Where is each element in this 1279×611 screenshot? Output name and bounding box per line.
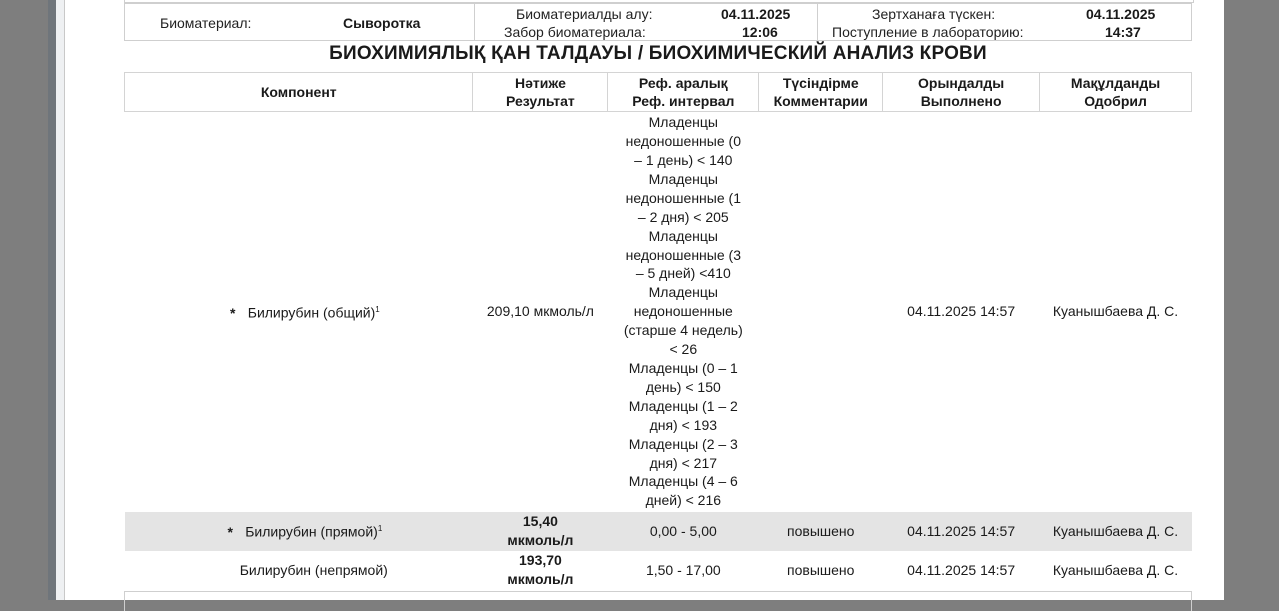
biomaterial-label: Биоматериал: [160,15,252,31]
comment-cell [759,112,883,512]
approved-cell: Куанышбаева Д. С. [1040,512,1192,551]
collection-label-ru: Забор биоматериала: [504,24,646,40]
viewer-sidebar-edge [48,0,56,600]
required-star: * [227,523,233,540]
result-cell: 209,10 мкмоль/л [486,303,594,320]
reference-interval-cell: Младенцы недоношенные (0 – 1 день) < 140 Младенцы недоношенные (1 – 2 дня) < 205 Младенцы недоношенные (3 – 5 дней) <410 Младенцы недоношенные (старше 4 недель) < 26 Младенцы (0 – 1 день) < 150 Младенцы (1 – 2 дня) < 193 Младенцы (2 – 3 дня) < 217 Младенцы (4 – 6 дней) < 216 [623,114,743,509]
approved-cell: Куанышбаева Д. С. [1052,303,1179,320]
lab-arrival-cell [817,4,1191,40]
lab-label-kz: Зертханаға түскен: [872,6,996,22]
reference-interval-cell: 0,00 - 5,00 [608,512,759,551]
report-title: БИОХИМИЯЛЫҚ ҚАН ТАЛДАУЫ / БИОХИМИЧЕСКИЙ АНАЛИЗ КРОВИ [329,43,987,64]
done-cell: 04.11.2025 14:57 [907,303,1016,320]
result-cell: 193,70 мкмоль/л [507,552,574,587]
biomaterial-value: Сыворотка [343,15,421,31]
header-approved: Мақұлданды Одобрил [1040,73,1192,112]
collection-date: 04.11.2025 [721,6,791,22]
footnote-box-cutoff [124,591,1192,611]
table-header-row [125,73,1192,112]
header-result: Нәтиже Результат [473,73,608,112]
biomaterial-cell [125,4,475,40]
viewer-sidebar-border [56,0,64,600]
lab-time: 14:37 [1105,24,1141,40]
component-cell [125,512,473,551]
required-star: * [230,304,236,321]
result-cell: 15,40 мкмоль/л [473,512,608,551]
comment-cell: повышено [787,561,855,578]
component-name: Билирубин (непрямой) [239,561,388,578]
header-component: Компонент [125,73,473,112]
header-comment: Түсіндірме Комментарии [759,73,883,112]
component-cell [125,551,473,590]
reference-interval-cell: 1,50 - 17,00 [645,561,721,578]
lab-label-ru: Поступление в лабораторию: [832,24,1024,40]
component-name: Билирубин (прямой) [245,523,378,540]
header-done: Орындалды Выполнено [883,73,1040,112]
done-cell: 04.11.2025 14:57 [907,561,1016,578]
done-cell: 04.11.2025 14:57 [883,512,1040,551]
table-row [125,512,1192,551]
collection-time: 12:06 [742,24,778,40]
component-cell [125,112,473,512]
document-page [64,0,1224,600]
table-row [125,112,1192,512]
table-row [125,551,1192,590]
component-name: Билирубин (общий) [247,304,376,321]
results-table [124,72,1192,590]
collection-cell [474,4,818,40]
footnote-mark: 1 [377,524,383,534]
comment-cell: повышено [759,512,883,551]
sample-info-row [124,3,1192,41]
approved-cell: Куанышбаева Д. С. [1052,561,1179,578]
footnote-mark: 1 [375,304,380,314]
collection-label-kz: Биоматериалды алу: [516,6,653,22]
header-ref: Реф. аралық Реф. интервал [608,73,759,112]
lab-date: 04.11.2025 [1086,6,1156,22]
